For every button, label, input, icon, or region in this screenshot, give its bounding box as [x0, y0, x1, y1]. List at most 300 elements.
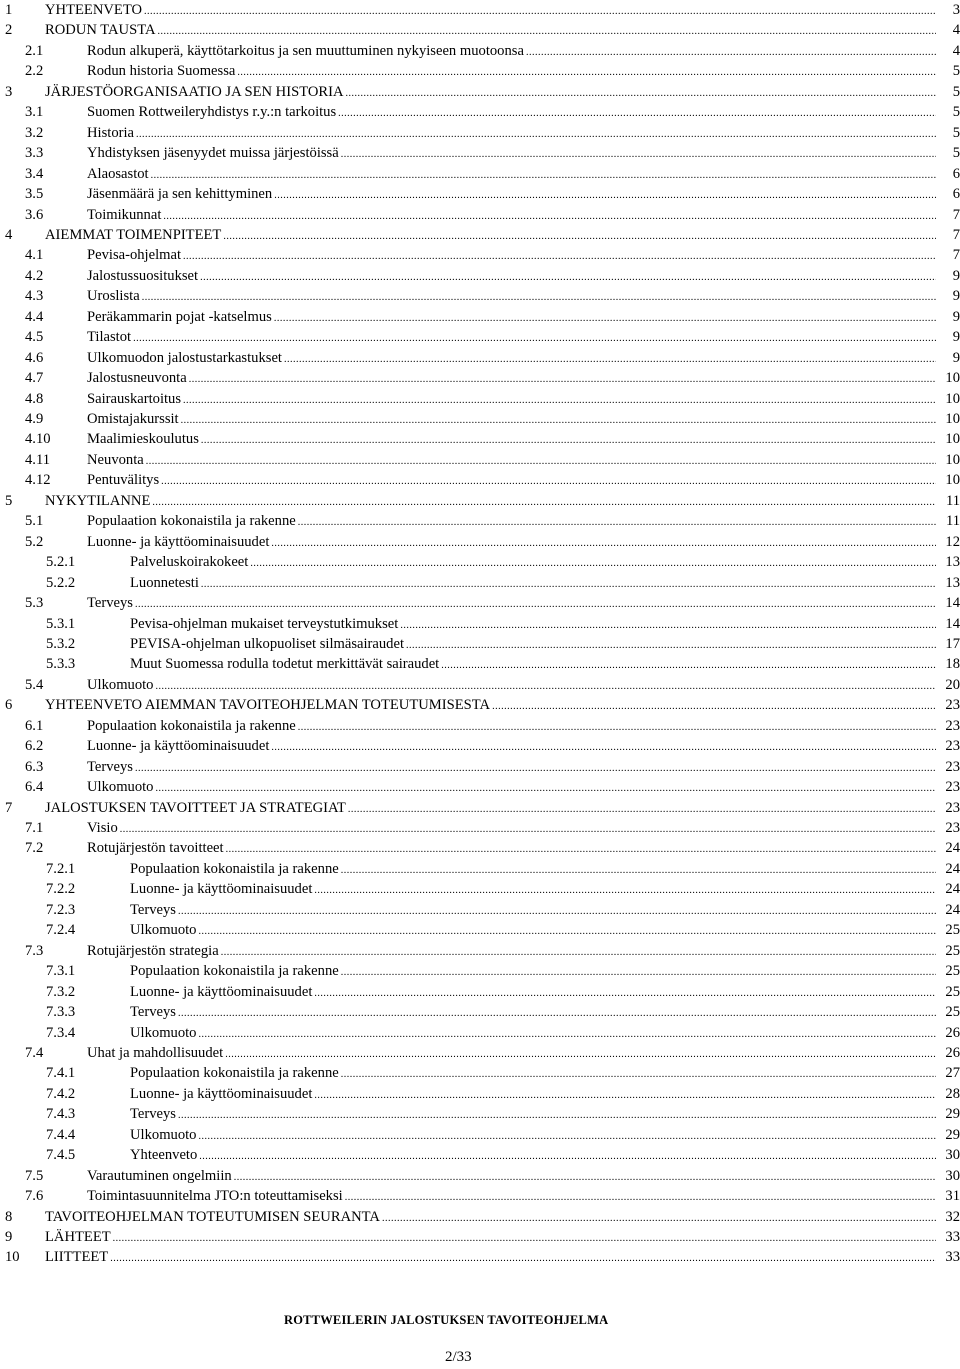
toc-entry[interactable]: [0, 675, 960, 695]
toc-entry-body: [45, 798, 960, 820]
toc-entry-page: 23: [945, 820, 960, 836]
toc-entry-number: 3: [5, 83, 13, 100]
toc-entry-number: 4.5: [25, 329, 44, 346]
toc-entry-body: [130, 573, 960, 595]
toc-dot-leader: [144, 2, 936, 22]
toc-entry-page: 24: [945, 881, 960, 898]
toc-entry-number: 7.2.1: [46, 860, 76, 877]
toc-entry[interactable]: [0, 1207, 960, 1227]
toc-dot-leader: [492, 697, 936, 717]
toc-entry-number: 7.4.1: [46, 1065, 76, 1082]
toc-entry-body: [45, 1207, 960, 1229]
toc-entry-title: Visio: [87, 820, 118, 836]
toc-entry-number: 9: [5, 1229, 13, 1245]
toc-entry-page: 18: [945, 656, 960, 673]
toc-dot-leader: [341, 963, 936, 983]
toc-entry-number: 7.2: [25, 840, 44, 857]
toc-entry[interactable]: [0, 348, 960, 368]
toc-entry-body: [130, 552, 960, 574]
toc-entry[interactable]: [0, 245, 960, 265]
toc-entry[interactable]: [0, 82, 960, 102]
toc-entry-body: [87, 757, 960, 779]
toc-dot-leader: [298, 718, 936, 738]
toc-entry-page: 25: [945, 1004, 960, 1021]
toc-entry-page: 20: [945, 676, 960, 693]
toc-entry-title: AIEMMAT TOIMENPITEET: [45, 226, 222, 243]
toc-entry-title: Peräkammarin pojat -katselmus: [87, 308, 272, 325]
toc-entry-title: Ulkomuodon jalostustarkastukset: [87, 349, 282, 366]
toc-entry-body: [130, 859, 960, 881]
toc-entry[interactable]: [0, 879, 960, 899]
toc-entry-body: [130, 654, 960, 676]
toc-entry-body: [87, 736, 960, 758]
toc-dot-leader: [345, 1188, 936, 1208]
toc-entry-page: 23: [945, 779, 960, 796]
toc-entry-number: 7.2.4: [46, 922, 76, 939]
toc-entry-title: Populaation kokonaistila ja rakenne: [130, 860, 339, 877]
toc-entry-page: 5: [952, 63, 960, 80]
toc-entry-number: 3.5: [25, 186, 44, 203]
toc-entry-title: Luonne- ja käyttöominaisuudet: [130, 1085, 313, 1102]
toc-entry-title: Sairauskartoitus: [87, 390, 182, 407]
toc-entry-body: [87, 941, 960, 963]
toc-entry-page: 6: [952, 186, 960, 203]
toc-entry-body: [45, 695, 960, 717]
toc-entry-title: Muut Suomessa rodulla todetut merkittävät sairaudet: [130, 656, 440, 673]
toc-entry-body: [87, 675, 960, 697]
toc-entry[interactable]: [0, 20, 960, 40]
footer-document-title-text: ROTTWEILERIN JALOSTUKSEN TAVOITEOHJELMA: [284, 1313, 609, 1327]
toc-entry-body: [87, 307, 960, 329]
toc-entry-body: [45, 82, 960, 104]
toc-entry-title: Terveys: [87, 758, 133, 775]
toc-entry[interactable]: [0, 470, 960, 490]
toc-entry-number: 4.3: [25, 288, 44, 305]
toc-entry[interactable]: [0, 368, 960, 388]
toc-entry[interactable]: [0, 184, 960, 204]
toc-entry[interactable]: [0, 1084, 960, 1104]
toc-entry-title: Toimikunnat: [87, 206, 162, 223]
toc-entry-page: 28: [945, 1085, 960, 1102]
toc-entry[interactable]: [0, 1166, 960, 1186]
toc-entry-number: 7: [5, 799, 13, 816]
toc-dot-leader: [155, 779, 936, 799]
toc-entry[interactable]: [0, 654, 960, 674]
toc-entry-body: [87, 450, 960, 472]
toc-entry[interactable]: [0, 1002, 960, 1022]
toc-entry-title: Populaation kokonaistila ja rakenne: [87, 513, 296, 530]
toc-entry[interactable]: [0, 389, 960, 409]
toc-dot-leader: [314, 984, 936, 1004]
toc-entry[interactable]: [0, 225, 960, 245]
toc-entry-number: 7.3.2: [46, 983, 76, 1000]
toc-entry-title: Jäsenmäärä ja sen kehittyminen: [87, 186, 273, 203]
toc-entry[interactable]: [0, 41, 960, 61]
toc-dot-leader: [341, 1065, 936, 1085]
toc-entry-page: 23: [945, 758, 960, 775]
toc-entry[interactable]: [0, 1247, 960, 1267]
toc-entry-page: 33: [945, 1229, 960, 1245]
toc-entry-title: Ulkomuoto: [130, 1024, 197, 1041]
toc-entry-page: 31: [945, 1188, 960, 1205]
toc-entry-title: Luonnetesti: [130, 574, 199, 591]
toc-entry-page: 10: [945, 431, 960, 448]
toc-entry-number: 2.1: [25, 42, 44, 59]
toc-dot-leader: [284, 350, 936, 370]
toc-entry[interactable]: [0, 0, 960, 20]
toc-entry-title: Alaosastot: [87, 165, 149, 182]
toc-entry[interactable]: [0, 777, 960, 797]
toc-dot-leader: [133, 329, 936, 349]
toc-entry-page: 4: [952, 42, 960, 59]
toc-entry-body: [130, 879, 960, 901]
toc-entry-page: 7: [952, 226, 960, 243]
toc-entry-body: [130, 1063, 960, 1085]
toc-entry[interactable]: [0, 900, 960, 920]
toc-entry-title: Ulkomuoto: [87, 779, 154, 796]
toc-dot-leader: [142, 288, 936, 308]
toc-entry-body: [87, 286, 960, 308]
toc-entry[interactable]: [0, 1104, 960, 1124]
toc-dot-leader: [250, 554, 936, 574]
toc-entry-body: [130, 982, 960, 1004]
toc-entry-body: [130, 1104, 960, 1126]
toc-dot-leader: [110, 1249, 936, 1269]
toc-entry-page: 27: [945, 1065, 960, 1082]
toc-entry[interactable]: [0, 143, 960, 163]
toc-dot-leader: [183, 247, 936, 267]
toc-entry-page: 29: [945, 1126, 960, 1143]
toc-entry-number: 5.4: [25, 676, 44, 693]
toc-entry-number: 3.4: [25, 165, 44, 182]
toc-entry-page: 7: [952, 247, 960, 264]
toc-entry-title: Jalostussuositukset: [87, 267, 199, 284]
toc-entry-body: [87, 1043, 960, 1065]
toc-entry-body: [87, 511, 960, 533]
toc-entry-number: 4.2: [25, 267, 44, 284]
toc-entry-number: 5.3.2: [46, 635, 76, 652]
toc-dot-leader: [274, 309, 936, 329]
toc-entry[interactable]: [0, 205, 960, 225]
toc-entry-page: 24: [945, 860, 960, 877]
toc-dot-leader: [271, 534, 936, 554]
toc-dot-leader: [441, 656, 936, 676]
toc-dot-leader: [221, 943, 936, 963]
toc-dot-leader: [189, 370, 936, 390]
toc-entry[interactable]: [0, 552, 960, 572]
toc-entry[interactable]: [0, 573, 960, 593]
toc-dot-leader: [178, 1004, 936, 1024]
toc-entry-body: [87, 184, 960, 206]
toc-entry[interactable]: [0, 61, 960, 81]
toc-entry[interactable]: [0, 266, 960, 286]
toc-entry-title: JÄRJESTÖORGANISAATIO JA SEN HISTORIA: [45, 83, 344, 100]
toc-entry[interactable]: [0, 1023, 960, 1043]
toc-entry-title: Omistajakurssit: [87, 411, 179, 427]
toc-entry[interactable]: [0, 736, 960, 756]
toc-entry-title: Populaation kokonaistila ja rakenne: [130, 963, 339, 980]
toc-entry-body: [87, 429, 960, 451]
toc-dot-leader: [382, 1209, 936, 1229]
toc-entry-number: 1: [5, 2, 13, 18]
toc-dot-leader: [226, 840, 936, 860]
toc-entry-page: 13: [945, 574, 960, 591]
toc-entry[interactable]: [0, 1186, 960, 1206]
toc-entry-body: [130, 1023, 960, 1045]
toc-entry-number: 7.4.3: [46, 1106, 76, 1123]
toc-entry-title: LÄHTEET: [45, 1229, 111, 1245]
toc-entry[interactable]: [0, 982, 960, 1002]
toc-entry-title: Luonne- ja käyttöominaisuudet: [87, 533, 270, 550]
toc-entry-number: 5: [5, 492, 13, 509]
toc-dot-leader: [341, 145, 936, 165]
toc-entry-page: 25: [945, 963, 960, 980]
toc-entry-number: 7.6: [25, 1188, 44, 1205]
toc-entry-title: Suomen Rottweileryhdistys r.y.:n tarkoitus: [87, 104, 337, 121]
toc-dot-leader: [348, 800, 936, 820]
toc-entry-page: 12: [945, 533, 960, 550]
toc-entry-body: [87, 389, 960, 411]
toc-entry-number: 10: [5, 1249, 20, 1266]
toc-entry-number: 5.1: [25, 513, 44, 530]
toc-entry[interactable]: [0, 634, 960, 654]
toc-entry[interactable]: [0, 286, 960, 306]
toc-entry[interactable]: [0, 716, 960, 736]
toc-dot-leader: [152, 493, 936, 513]
toc-dot-leader: [400, 616, 936, 636]
toc-entry-page: 14: [945, 595, 960, 612]
toc-entry-number: 7.3.4: [46, 1024, 76, 1041]
toc-entry-body: [87, 532, 960, 554]
toc-entry[interactable]: [0, 920, 960, 940]
toc-entry-title: Historia: [87, 124, 135, 141]
toc-entry-body: [130, 614, 960, 636]
toc-entry[interactable]: [0, 798, 960, 818]
toc-entry-number: 5.2: [25, 533, 44, 550]
toc-entry[interactable]: [0, 1145, 960, 1165]
toc-entry-number: 4.10: [25, 431, 51, 448]
toc-entry-title: Terveys: [130, 1106, 176, 1123]
toc-entry[interactable]: [0, 1125, 960, 1145]
toc-entry-body: [87, 368, 960, 390]
toc-entry-title: Pevisa-ohjelman mukaiset terveystutkimukset: [130, 615, 399, 632]
toc-entry-page: 7: [952, 206, 960, 223]
toc-entry-body: [87, 205, 960, 227]
toc-entry-title: YHTEENVETO: [45, 2, 143, 18]
toc-entry-page: 26: [945, 1024, 960, 1041]
toc-entry-page: 3: [952, 2, 960, 18]
toc-entry-page: 6: [952, 165, 960, 182]
toc-entry-page: 17: [945, 635, 960, 652]
toc-entry-body: [45, 0, 960, 22]
toc-entry-body: [87, 327, 960, 349]
toc-entry-title: YHTEENVETO AIEMMAN TAVOITEOHJELMAN TOTEUTUMISESTA: [45, 697, 491, 714]
toc-entry-body: [130, 900, 960, 922]
toc-entry-title: PEVISA-ohjelman ulkopuoliset silmäsairaudet: [130, 635, 404, 652]
toc-entry-body: [87, 123, 960, 145]
toc-entry-number: 7.1: [25, 820, 44, 836]
toc-entry-title: Pevisa-ohjelmat: [87, 247, 182, 264]
toc-entry-page: 23: [945, 697, 960, 714]
toc-entry[interactable]: [0, 757, 960, 777]
page-number: 2/33: [445, 1349, 472, 1365]
toc-entry-body: [87, 61, 960, 83]
toc-entry-page: 32: [945, 1208, 960, 1225]
toc-entry-title: Maalimieskoulutus: [87, 431, 199, 448]
toc-entry-page: 13: [945, 554, 960, 571]
toc-entry[interactable]: [0, 1227, 960, 1247]
toc-entry[interactable]: [0, 450, 960, 470]
toc-entry-number: 6.1: [25, 717, 44, 734]
toc-entry-page: 14: [945, 615, 960, 632]
toc-entry-page: 5: [952, 124, 960, 141]
toc-entry[interactable]: [0, 491, 960, 511]
toc-entry-title: Varautuminen ongelmiin: [87, 1167, 232, 1184]
toc-entry-title: Uroslista: [87, 288, 140, 305]
toc-entry-title: Luonne- ja käyttöominaisuudet: [130, 983, 313, 1000]
toc-entry[interactable]: [0, 941, 960, 961]
toc-dot-leader: [338, 104, 936, 124]
toc-dot-leader: [200, 268, 936, 288]
toc-entry-page: 9: [952, 267, 960, 284]
toc-dot-leader: [178, 1106, 936, 1126]
toc-dot-leader: [183, 391, 936, 411]
toc-entry-number: 4.8: [25, 390, 44, 407]
toc-entry[interactable]: [0, 532, 960, 552]
toc-entry-number: 7.3.3: [46, 1004, 76, 1021]
toc-dot-leader: [274, 186, 936, 206]
toc-entry[interactable]: [0, 511, 960, 531]
toc-entry[interactable]: [0, 429, 960, 449]
toc-dot-leader: [237, 63, 936, 83]
toc-dot-leader: [155, 677, 936, 697]
toc-entry-body: [87, 593, 960, 615]
toc-entry-title: Rotujärjestön strategia: [87, 942, 219, 959]
toc-entry-body: [87, 818, 960, 840]
toc-entry-title: NYKYTILANNE: [45, 492, 151, 509]
toc-entry[interactable]: [0, 164, 960, 184]
toc-entry[interactable]: [0, 327, 960, 347]
toc-entry-page: 25: [945, 942, 960, 959]
toc-entry-body: [87, 777, 960, 799]
toc-entry-title: Tilastot: [87, 329, 132, 346]
toc-entry-title: Rodun historia Suomessa: [87, 63, 236, 80]
toc-entry-title: Ulkomuoto: [87, 676, 154, 693]
toc-entry-title: Rodun alkuperä, käyttötarkoitus ja sen muuttuminen nykyiseen muotoonsa: [87, 42, 524, 59]
toc-entry-body: [130, 634, 960, 656]
toc-entry[interactable]: [0, 123, 960, 143]
toc-entry-number: 6: [5, 697, 13, 714]
toc-entry[interactable]: [0, 102, 960, 122]
toc-entry-body: [87, 838, 960, 860]
toc-entry-number: 5.3.3: [46, 656, 76, 673]
toc-entry-page: 10: [945, 451, 960, 468]
toc-entry-number: 5.2.1: [46, 554, 76, 571]
toc-entry-number: 5.3: [25, 595, 44, 612]
toc-entry-number: 4.12: [25, 472, 51, 489]
toc-entry-body: [130, 1084, 960, 1106]
toc-dot-leader: [314, 881, 936, 901]
toc-entry[interactable]: [0, 859, 960, 879]
toc-entry-number: 4.1: [25, 247, 44, 264]
toc-entry-page: 9: [952, 349, 960, 366]
toc-dot-leader: [346, 84, 936, 104]
toc-entry[interactable]: [0, 818, 960, 838]
toc-entry-page: 11: [945, 513, 960, 530]
toc-entry-page: 10: [945, 370, 960, 387]
toc-entry[interactable]: [0, 961, 960, 981]
toc-entry-page: 5: [952, 104, 960, 121]
toc-dot-leader: [181, 411, 936, 431]
toc-entry-body: [45, 225, 960, 247]
toc-entry[interactable]: [0, 1063, 960, 1083]
toc-entry-number: 7.4.2: [46, 1085, 76, 1102]
toc-entry-number: 7.5: [25, 1167, 44, 1184]
toc-entry-title: Rotujärjestön tavoitteet: [87, 840, 224, 857]
toc-entry-number: 4: [5, 226, 13, 243]
toc-entry-page: 11: [945, 492, 960, 509]
toc-dot-leader: [526, 43, 936, 63]
toc-entry-number: 4.7: [25, 370, 44, 387]
toc-dot-leader: [135, 759, 936, 779]
toc-entry-number: 3.6: [25, 206, 44, 223]
toc-entry-number: 5.2.2: [46, 574, 76, 591]
toc-entry-title: LIITTEET: [45, 1249, 109, 1266]
toc-entry-number: 7.2.2: [46, 881, 76, 898]
toc-entry[interactable]: [0, 593, 960, 613]
toc-entry-number: 2: [5, 22, 13, 39]
toc-entry-body: [87, 245, 960, 267]
toc-entry[interactable]: [0, 409, 960, 429]
toc-entry-body: [87, 409, 960, 431]
toc-dot-leader: [161, 472, 936, 492]
toc-entry-title: Ulkomuoto: [130, 1126, 197, 1143]
toc-entry-page: 5: [952, 145, 960, 162]
toc-dot-leader: [341, 861, 936, 881]
toc-entry[interactable]: [0, 307, 960, 327]
toc-entry[interactable]: [0, 838, 960, 858]
toc-entry-body: [130, 961, 960, 983]
toc-entry[interactable]: [0, 695, 960, 715]
toc-entry[interactable]: [0, 1043, 960, 1063]
toc-entry-title: Toimintasuunnitelma JTO:n toteuttamiseksi: [87, 1188, 343, 1205]
toc-entry-title: Populaation kokonaistila ja rakenne: [130, 1065, 339, 1082]
toc-entry-body: [87, 266, 960, 288]
toc-entry-number: 6.4: [25, 779, 44, 796]
toc-entry-body: [87, 1166, 960, 1188]
toc-dot-leader: [151, 166, 936, 186]
toc-entry-page: 30: [945, 1167, 960, 1184]
toc-entry-number: 5.3.1: [46, 615, 76, 632]
toc-entry-body: [130, 1002, 960, 1024]
toc-dot-leader: [406, 636, 936, 656]
toc-entry-page: 10: [945, 411, 960, 427]
toc-entry[interactable]: [0, 614, 960, 634]
toc-dot-leader: [223, 227, 936, 247]
toc-entry-page: 4: [952, 22, 960, 39]
toc-entry-number: 7.4: [25, 1044, 44, 1061]
toc-entry-body: [87, 1186, 960, 1208]
toc-entry-body: [87, 41, 960, 63]
toc-entry-title: Populaation kokonaistila ja rakenne: [87, 717, 296, 734]
toc-entry-number: 3.2: [25, 124, 44, 141]
toc-dot-leader: [163, 207, 936, 227]
toc-entry-body: [45, 1247, 960, 1269]
toc-entry-title: Uhat ja mahdollisuudet: [87, 1044, 224, 1061]
toc-entry-title: Luonne- ja käyttöominaisuudet: [87, 738, 270, 755]
toc-entry-body: [87, 716, 960, 738]
toc-entry-page: 23: [945, 717, 960, 734]
